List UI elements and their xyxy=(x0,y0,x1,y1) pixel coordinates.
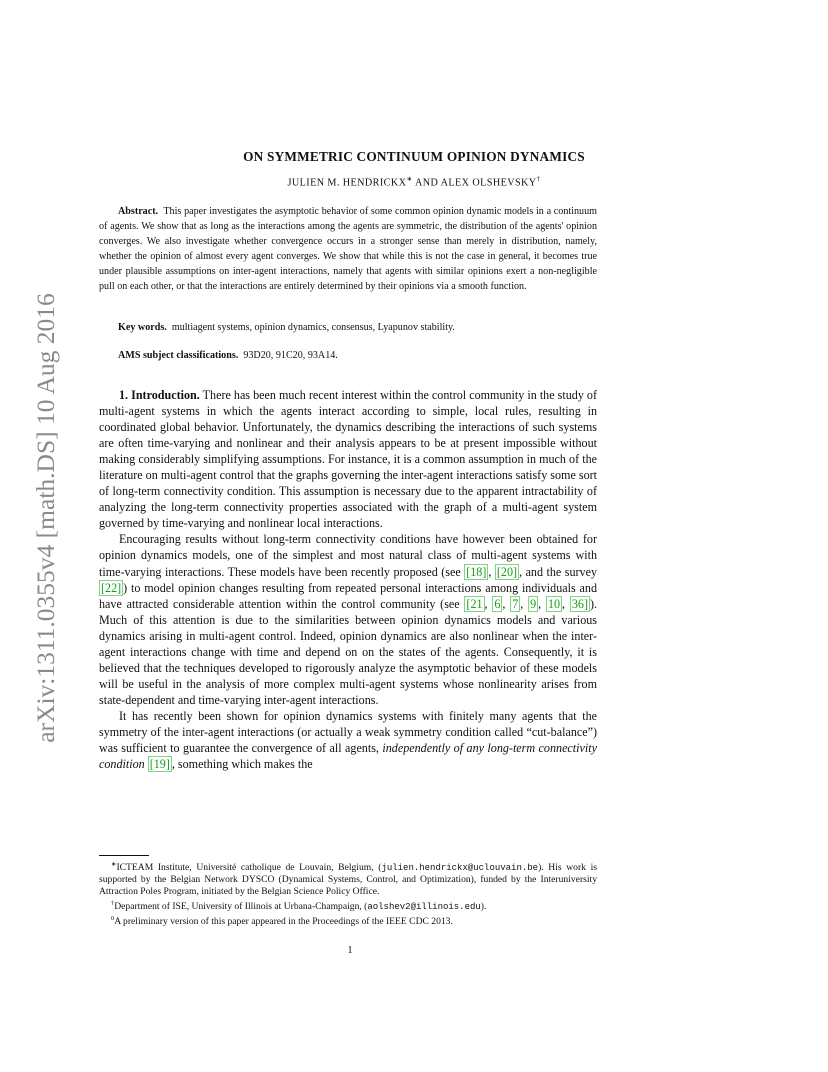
arxiv-stamp-text: arXiv:1311.0355v4 [math.DS] 10 Aug 2016 xyxy=(31,292,60,743)
footnote-1-mark: ∗ xyxy=(111,861,117,868)
paper-title: ON SYMMETRIC CONTINUUM OPINION DYNAMICS xyxy=(243,149,585,164)
citation-36[interactable]: 36] xyxy=(571,596,588,611)
abstract-label: Abstract. xyxy=(118,206,159,217)
author-hendrickx: JULIEN M. HENDRICKX xyxy=(287,177,407,189)
citation-7[interactable]: 7 xyxy=(512,596,519,611)
author-conjunction: AND xyxy=(412,177,441,189)
intro-p2-text-d: ). Much of this attention is due to the similarities between opinion dynamics models and various dynamics arising in multi-agent control. Indeed, opinion dynamics are also nonlinear when the inter-agent interactions change with time and depend on on the states of the agents. Consequently, it is believed that the techniques developed to rigorously analyze the asymptotic behavior of these models will be useful in the analysis of more complex multi-agent systems whose nonlinearity arises from state-dependent and time-varying inter-agent interactions. xyxy=(99,596,598,707)
author-olshevsky: ALEX OLSHEVSKY xyxy=(440,177,537,189)
footnote-1-text-a: ICTEAM Institute, Université catholique de Louvain, Belgium, ( xyxy=(116,862,382,874)
section-heading: 1. Introduction. xyxy=(119,388,200,402)
page-number: 1 xyxy=(347,945,353,956)
citation-20[interactable]: [20] xyxy=(496,564,518,579)
intro-paragraph-3 xyxy=(99,708,597,772)
footnote-rule xyxy=(99,855,149,856)
intro-paragraph-1 xyxy=(99,387,597,531)
intro-p2-sep: , xyxy=(488,564,495,579)
email-olshevsky[interactable]: aolshev2@illinois.edu xyxy=(367,902,481,913)
intro-p3-emphasis: independently of any long-term connectivity condition xyxy=(99,741,597,772)
intro-p2-text-a: Encouraging results without long-term connectivity conditions have however been obtained for opinion dynamics models, one of the simplest and most natural class of multi-agent systems with time-varying interactions. These models have been recently proposed (see xyxy=(99,532,597,579)
abstract xyxy=(99,204,597,294)
email-hendrickx[interactable]: julien.hendrickx@uclouvain.be xyxy=(381,863,539,874)
introduction-section xyxy=(99,387,597,772)
intro-p1-text: There has been much recent interest within the control community in the study of multi-agent systems in which the agents interact according to simple, local rules, resulting in coordinated global behavior. Unfortunately, the dynamics describing the interactions of such systems are often time-varying and nonlinear and their analysis appears to be at present impossible without making considerably simplifying assumptions. For instance, it is a common assumption in much of the literature on multi-agent control that the graphs governing the inter-agent interactions satisfy some sort of long-term connectivity condition. This assumption is necessary due to the apparent intractability of analyzing the long-term connectivity properties associated with the graph of a multi-agent system governed by time-varying and nonlinear local interactions. xyxy=(99,388,597,531)
footnote-2-mark: † xyxy=(111,900,115,908)
citation-6[interactable]: 6 xyxy=(494,596,501,611)
footnote-3-mark: 0 xyxy=(111,915,115,923)
arxiv-stamp xyxy=(26,270,66,765)
footnotes xyxy=(99,859,597,929)
citation-19[interactable]: [19] xyxy=(149,757,170,772)
author-line xyxy=(100,175,728,188)
intro-p2-text-b: , and the survey xyxy=(519,564,598,579)
citation-21[interactable]: [21 xyxy=(466,596,483,611)
footnote-3 xyxy=(99,913,597,928)
footnote-3-text: A preliminary version of this paper appeared in the Proceedings of the IEEE CDC 2013. xyxy=(114,916,453,928)
author-mark-2: † xyxy=(536,175,541,183)
author-mark-1: ∗ xyxy=(406,175,413,183)
citation-22[interactable]: [22] xyxy=(101,580,122,595)
intro-p3-text-b: , something which makes the xyxy=(171,757,313,772)
keywords-label: Key words. xyxy=(118,322,167,333)
intro-p3-text-a: It has recently been shown for opinion dynamics systems with finitely many agents that the symmetry of the inter-agent interactions (or actually a weak symmetry condition called “cut-balance”) was sufficient to guarantee the convergence of all agents, xyxy=(99,708,597,756)
intro-paragraph-2: Encouraging results without long-term connectivity conditions have however been obtained for opinion dynamics models, one of the simplest and most natural class of multi-agent systems with time-varying interactions. These models have been recently proposed (see [18] , [20] , and the survey [22] ) to model opinion changes resulting from repeated personal interactions among individuals and have attracted considerable attention within the control community (see [21 , 6 , 7 , 9 , 10 , 36] ). Much of this attention is due to the similarities between opinion dynamics models and various dynamics arising in multi-agent control. Indeed, opinion dynamics are also nonlinear when the inter-agent interactions change with time and depend on on the states of the agents. Consequently, it is believed that the techniques developed to rigorously analyze the asymptotic behavior of these models will be useful in the analysis of more complex multi-agent systems whose nonlinearity arises from state-dependent and time-varying inter-agent interactions. xyxy=(99,532,598,707)
citation-10[interactable]: 10 xyxy=(547,596,561,611)
keywords-text: multiagent systems, opinion dynamics, consensus, Lyapunov stability. xyxy=(171,322,455,333)
keywords xyxy=(99,322,597,333)
intro-p2-text-c: ) to model opinion changes resulting from repeated personal interactions among individuals and have attracted considerable attention within the control community (see xyxy=(99,580,597,611)
citation-9[interactable]: 9 xyxy=(530,596,537,611)
footnote-1-text-b: ). His work is supported by the Belgian Network DYSCO (Dynamical Systems, Control, and Optimization), funded by the Interuniversity Attraction Poles Program, initiated by the Belgian Science Policy Office. xyxy=(99,862,597,898)
ams-classifications xyxy=(99,350,597,361)
ams-label: AMS subject classifications. xyxy=(118,350,239,361)
footnote-2 xyxy=(99,898,597,913)
footnote-2-text-b: ). xyxy=(480,901,487,913)
citation-18[interactable]: [18] xyxy=(466,564,487,579)
footnote-1 xyxy=(99,859,597,898)
footnote-2-text-a: Department of ISE, University of Illinois at Urbana-Champaign, ( xyxy=(114,901,368,913)
ams-text: 93D20, 91C20, 93A14. xyxy=(243,350,338,361)
abstract-text: This paper investigates the asymptotic behavior of some common opinion dynamic models in a continuum of agents. We show that as long as the interactions among the agents are symmetric, the distribution of the agents' opinion converges. We also investigate whether convergence occurs in a stronger sense than merely in distribution, namely, whether the opinion of almost every agent converges. We show that while this is not the case in general, it becomes true under plausible assumptions on inter-agent interactions, namely that agents with similar opinions exert a non-negligible pull on each other, or that the interactions are entirely determined by their opinions via a smooth function. xyxy=(99,206,597,292)
